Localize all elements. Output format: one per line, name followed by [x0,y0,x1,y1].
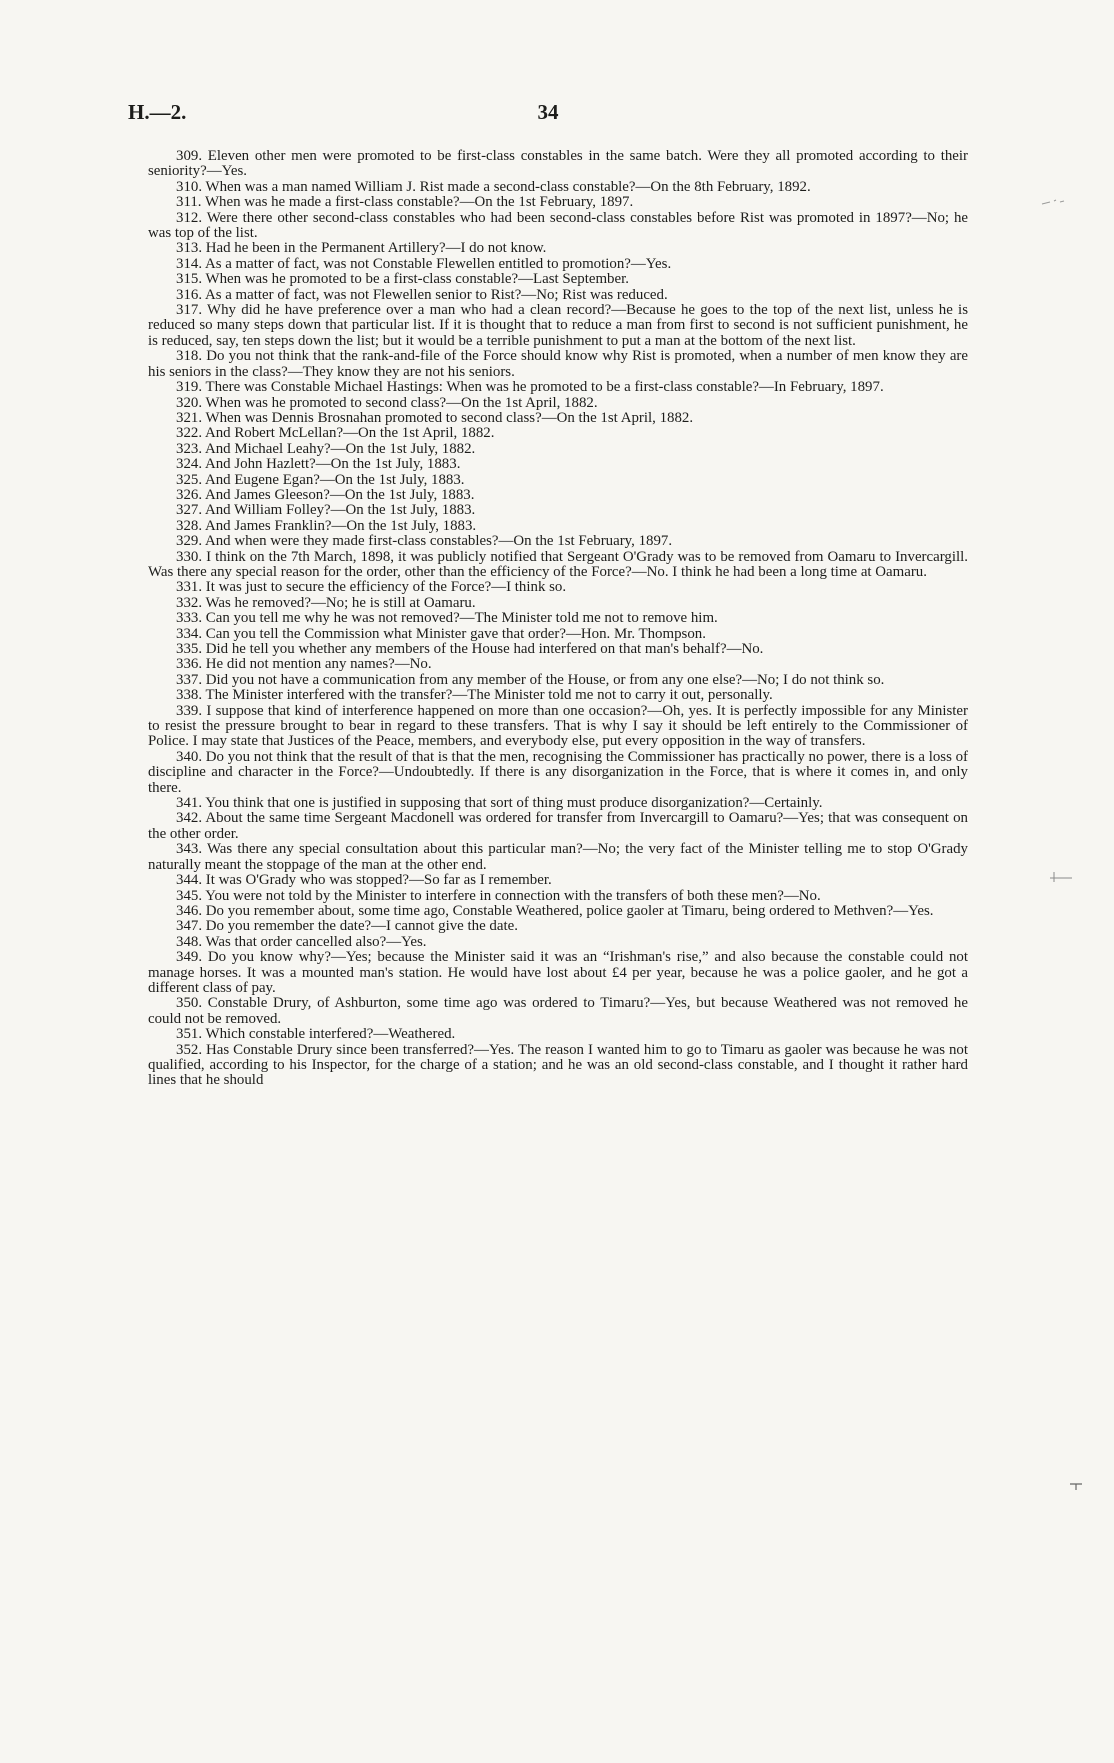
margin-speck-icon [1050,870,1074,884]
paragraph: 340. Do you not think that the result of that is that the men, recognising the Commissioner has practically no power, there is a loss of discipline and character in the Force?—Undoubtedly. If there is any disorganization in the Force, that is where it comes in, and only there. [148,748,968,796]
page-header [128,100,968,140]
paragraph: 335. Did he tell you whether any members of the House had interfered on that man's behalf?—No. [176,641,764,657]
paragraph: 326. And James Gleeson?—On the 1st July, 1883. [176,486,475,503]
paragraph: 331. It was just to secure the efficiency of the Force?—I think so. [176,579,567,596]
paragraph: 312. Were there other second-class constables who had been second-class constables before Rist was promoted in 1897?—No; he was top of the list. [148,209,968,242]
paragraph: 338. The Minister interfered with the transfer?—The Minister told me not to carry it out, personally. [176,687,773,704]
paragraph: 322. And Robert McLellan?—On the 1st April, 1882. [176,425,495,442]
paragraph: 332. Was he removed?—No; he is still at Oamaru. [176,594,476,611]
paragraph: 329. And when were they made first-class constables?—On the 1st February, 1897. [176,533,673,550]
paragraph: 336. He did not mention any names?—No. [176,656,432,673]
paragraph: 352. Has Constable Drury since been transferred?—Yes. The reason I wanted him to go to Timaru as gaoler was because he was not qualified, according to his Inspector, for the charge of a station; and he was an old second-class constable, and I thought it rather hard lines that he should [148,1041,968,1089]
paragraph: 341. You think that one is justified in supposing that sort of thing must produce disorganization?—Certainly. [176,795,823,812]
paragraph: 343. Was there any special consultation about this particular man?—No; the very fact of the Minister telling me to stop O'Grady naturally meant the stoppage of the man at the other end. [148,841,968,873]
paragraph: 347. Do you remember the date?—I cannot give the date. [176,918,518,935]
paragraph: 342. About the same time Sergeant Macdonell was ordered for transfer from Invercargill to Oamaru?—Yes; that was consequent on the other order. [148,810,968,842]
page-body [148,149,968,1089]
paragraph: 333. Can you tell me why he was not removed?—The Minister told me not to remove him. [176,610,718,627]
paragraph: 330. I think on the 7th March, 1898, it was publicly notified that Sergeant O'Grady was to be removed from Oamaru to Invercargill. Was there any special reason for the order, other than the efficiency of the Force?—No. I think he had been a long time at Oamaru. [148,548,968,580]
paragraph: 339. I suppose that kind of interference happened on more than one occasion?—Oh, yes. It is perfectly impossible for any Minister to resist the pressure brought to bear in regard to these transfers. That is why I say it should be left entirely to the Commissioner of Police. I may state that Justices of the Peace, members, and everybody else, put every opposition in the way of transfers. [148,702,968,750]
paragraph: 311. When was he made a first-class constable?—On the 1st February, 1897. [176,194,634,211]
paragraph: 328. And James Franklin?—On the 1st July, 1883. [176,517,477,534]
document-reference: H.—2. [128,100,187,124]
paragraph: 350. Constable Drury, of Ashburton, some time ago was ordered to Timaru?—Yes, but because Weathered was not removed he could not be removed. [148,995,968,1027]
paragraph: 325. And Eugene Egan?—On the 1st July, 1883. [176,471,465,488]
paragraph: 320. When was he promoted to second class?—On the 1st April, 1882. [176,394,598,411]
paragraph: 351. Which constable interfered?—Weathered. [176,1026,456,1043]
paragraph: 349. Do you know why?—Yes; because the Minister said it was an “Irishman's rise,” and also because the constable could not manage horses. It was a mounted man's station. He would have lost about £4 per year, because he was a police gaoler, and he got a different class of pay. [148,949,968,996]
paragraph: 348. Was that order cancelled also?—Yes. [176,933,427,950]
paragraph: 315. When was he promoted to be a first-class constable?—Last September. [176,271,629,288]
margin-speck-icon [1040,196,1070,208]
paragraph: 321. When was Dennis Brosnahan promoted to second class?—On the 1st April, 1882. [176,409,694,426]
paragraph: 310. When was a man named William J. Rist made a second-class constable?—On the 8th February, 1892. [176,178,811,195]
paragraph: 317. Why did he have preference over a man who had a clean record?—Because he goes to the top of the next list, unless he is reduced so many steps down that particular list. If it is thought that to reduce a man from first to second is not sufficient punishment, he is reduced, say, ten steps down the list; but it would be a terrible punishment to put a man at the bottom of the next list. [148,302,968,349]
paragraph: 327. And William Folley?—On the 1st July, 1883. [176,502,476,519]
paragraph: 324. And John Hazlett?—On the 1st July, 1883. [176,456,461,473]
paragraph: 309. Eleven other men were promoted to be first-class constables in the same batch. Were they all promoted according to their seniority?—Yes. [148,148,968,180]
paragraph: 345. You were not told by the Minister to interfere in connection with the transfers of both these men?—No. [176,887,821,904]
paragraph: 313. Had he been in the Permanent Artillery?—I do not know. [176,240,547,257]
paragraph: 334. Can you tell the Commission what Minister gave that order?—Hon. Mr. Thompson. [176,625,706,642]
margin-speck-icon [1068,1480,1086,1492]
paragraph: 337. Did you not have a communication from any member of the House, or from any one else?—No; I do not think so. [176,671,885,688]
paragraph: 318. Do you not think that the rank-and-file of the Force should know why Rist is promoted, when a number of men know they are his seniors in the class?—They know they are not his seniors. [148,348,968,380]
page-number: 34 [537,100,559,124]
paragraph: 323. And Michael Leahy?—On the 1st July, 1882. [176,440,476,457]
paragraph: 316. As a matter of fact, was not Flewellen senior to Rist?—No; Rist was reduced. [176,286,668,303]
paragraph: 319. There was Constable Michael Hastings: When was he promoted to be a first-class constable?—In February, 1897. [176,379,884,396]
paragraph: 344. It was O'Grady who was stopped?—So far as I remember. [176,872,552,889]
paragraph: 346. Do you remember about, some time ago, Constable Weathered, police gaoler at Timaru, being ordered to Methven?—Yes. [176,902,934,919]
paragraph: 314. As a matter of fact, was not Constable Flewellen entitled to promotion?—Yes. [176,255,672,272]
